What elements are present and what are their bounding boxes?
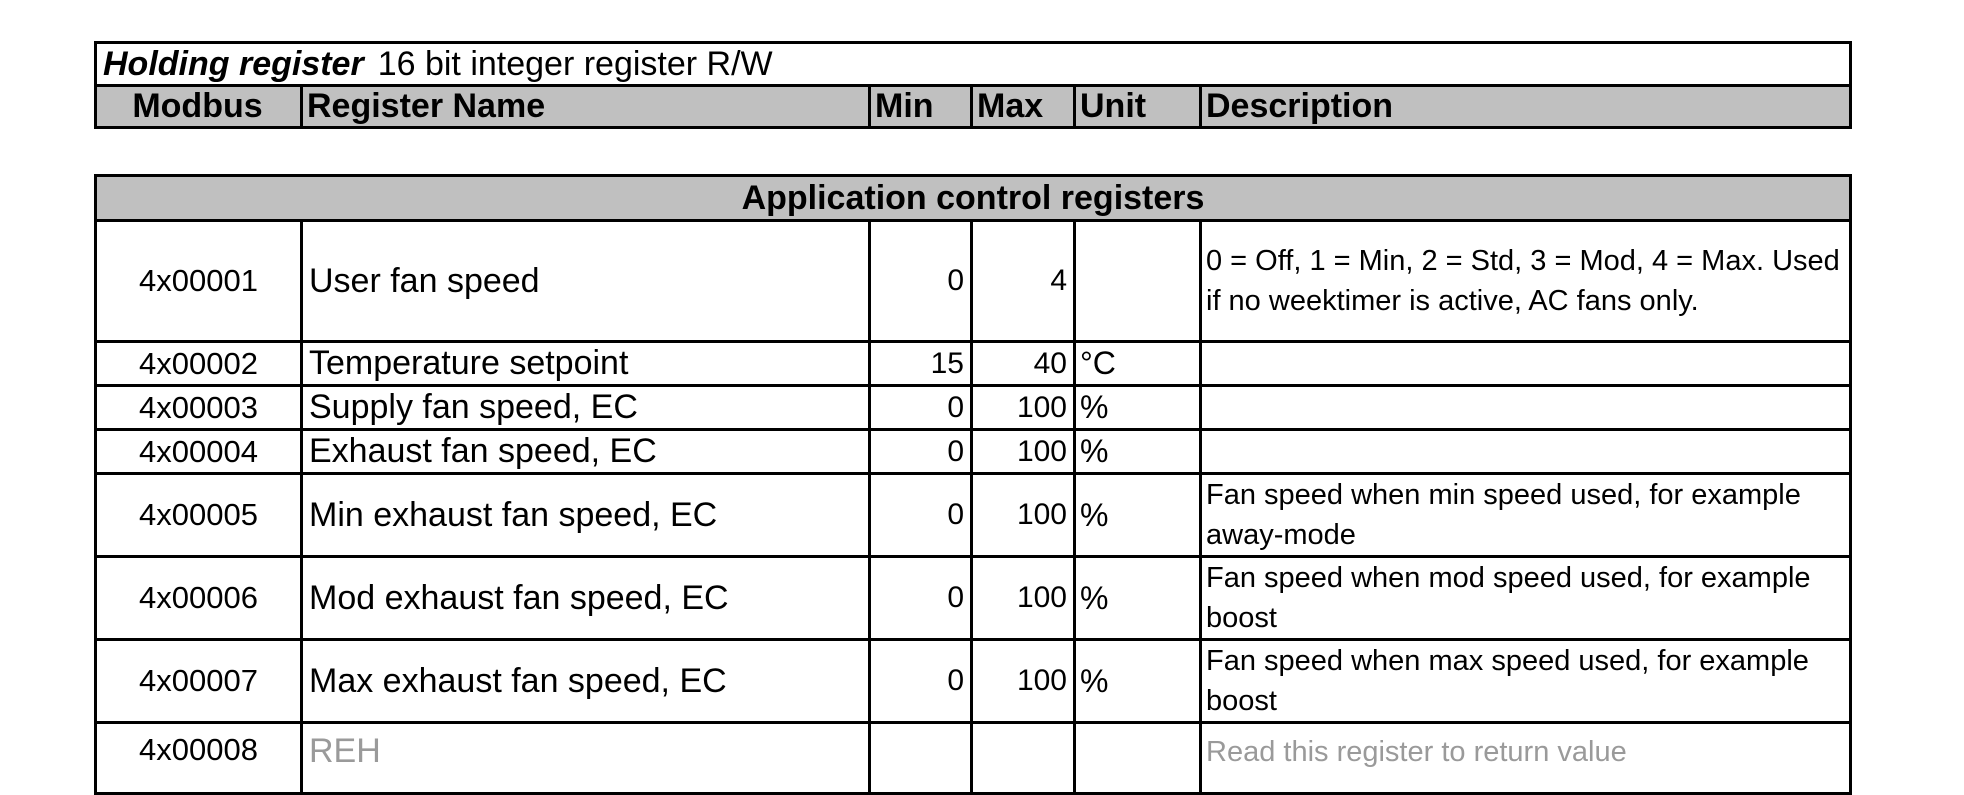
description: Fan speed when mod speed used, for example boost <box>1201 557 1851 640</box>
column-header-register-name: Register Name <box>302 86 870 128</box>
unit: % <box>1075 557 1201 640</box>
unit <box>1075 221 1201 342</box>
unit: % <box>1075 386 1201 430</box>
table-row <box>96 386 1851 430</box>
modbus-address: 4x00007 <box>96 640 302 723</box>
register-type-label: Holding register <box>103 44 364 83</box>
column-header-unit: Unit <box>1075 86 1201 128</box>
table-row <box>96 557 1851 640</box>
unit: % <box>1075 430 1201 474</box>
modbus-address: 4x00008 <box>96 723 302 794</box>
max-value <box>972 723 1075 794</box>
register-name: REH <box>302 723 870 794</box>
min-value <box>870 723 972 794</box>
modbus-address: 4x00006 <box>96 557 302 640</box>
column-header-description: Description <box>1201 86 1851 128</box>
unit: % <box>1075 474 1201 557</box>
min-value: 0 <box>870 386 972 430</box>
register-type-description: 16 bit integer register R/W <box>377 44 773 83</box>
unit: °C <box>1075 342 1201 386</box>
max-value: 100 <box>972 474 1075 557</box>
table-row <box>96 723 1851 794</box>
min-value: 0 <box>870 221 972 342</box>
application-control-registers-table <box>94 174 1852 795</box>
min-value: 0 <box>870 640 972 723</box>
max-value: 100 <box>972 430 1075 474</box>
register-header-table <box>94 41 1852 129</box>
description: Read this register to return value <box>1201 723 1851 794</box>
table-row <box>96 221 1851 342</box>
table-row <box>96 342 1851 386</box>
register-name: Exhaust fan speed, EC <box>302 430 870 474</box>
register-name: Min exhaust fan speed, EC <box>302 474 870 557</box>
section-title: Application control registers <box>96 176 1851 221</box>
column-header-min: Min <box>870 86 972 128</box>
min-value: 0 <box>870 557 972 640</box>
unit: % <box>1075 640 1201 723</box>
table-row <box>96 430 1851 474</box>
column-header-max: Max <box>972 86 1075 128</box>
description <box>1201 386 1851 430</box>
modbus-address: 4x00005 <box>96 474 302 557</box>
modbus-address: 4x00002 <box>96 342 302 386</box>
table-row <box>96 474 1851 557</box>
modbus-address: 4x00001 <box>96 221 302 342</box>
register-type-title <box>96 43 1851 86</box>
max-value: 4 <box>972 221 1075 342</box>
min-value: 15 <box>870 342 972 386</box>
register-name: Max exhaust fan speed, EC <box>302 640 870 723</box>
register-name: Mod exhaust fan speed, EC <box>302 557 870 640</box>
min-value: 0 <box>870 474 972 557</box>
description <box>1201 342 1851 386</box>
register-name: Temperature setpoint <box>302 342 870 386</box>
description: Fan speed when min speed used, for example away-mode <box>1201 474 1851 557</box>
table-row <box>96 640 1851 723</box>
description <box>1201 430 1851 474</box>
modbus-address: 4x00003 <box>96 386 302 430</box>
description: Fan speed when max speed used, for example boost <box>1201 640 1851 723</box>
max-value: 100 <box>972 557 1075 640</box>
max-value: 40 <box>972 342 1075 386</box>
modbus-address: 4x00004 <box>96 430 302 474</box>
min-value: 0 <box>870 430 972 474</box>
max-value: 100 <box>972 640 1075 723</box>
register-name: Supply fan speed, EC <box>302 386 870 430</box>
unit <box>1075 723 1201 794</box>
max-value: 100 <box>972 386 1075 430</box>
description: 0 = Off, 1 = Min, 2 = Std, 3 = Mod, 4 = Max. Used if no weektimer is active, AC fans only. <box>1201 221 1851 342</box>
column-header-modbus: Modbus <box>96 86 302 128</box>
register-name: User fan speed <box>302 221 870 342</box>
